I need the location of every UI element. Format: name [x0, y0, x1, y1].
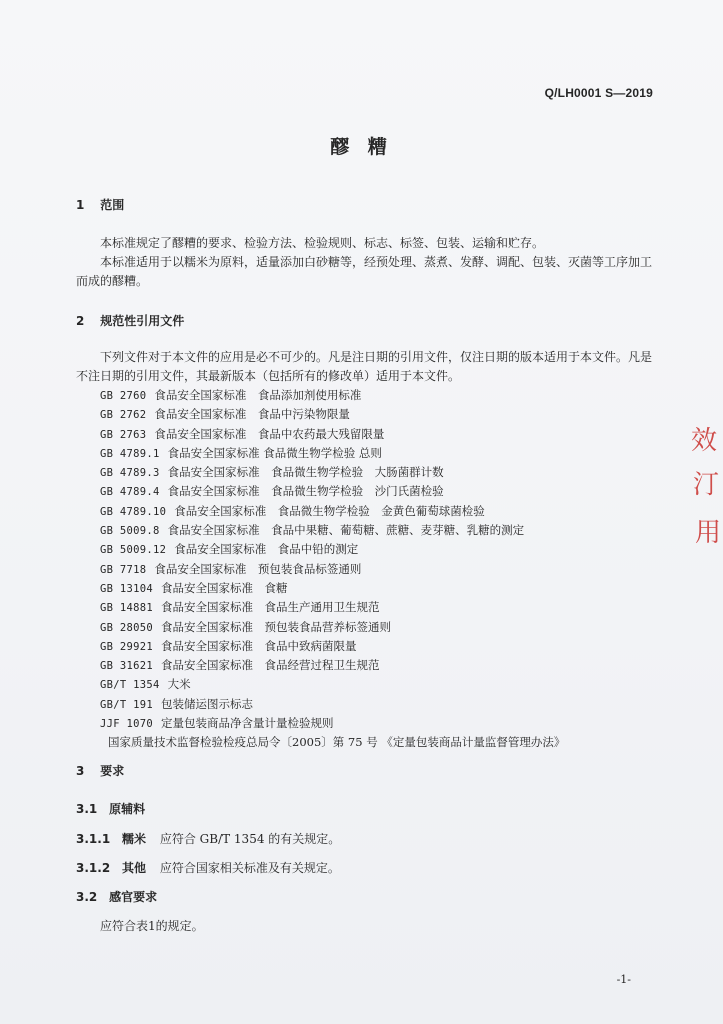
document-title: 醪 糟	[330, 136, 393, 158]
reference-code: GB/T 1354	[100, 679, 160, 692]
reference-item	[100, 463, 565, 482]
reference-item	[100, 405, 565, 424]
subsection-3-2-text: 应符合表1的规定。	[100, 919, 204, 933]
section-number: 3	[76, 764, 85, 778]
reference-title: 大米	[167, 677, 191, 692]
seal-stamp: 效 汀 用	[691, 426, 722, 548]
section-3-heading	[76, 762, 124, 779]
reference-title: 包装储运图示标志	[160, 696, 253, 711]
reference-item	[100, 579, 565, 598]
reference-item	[100, 482, 565, 501]
reference-title: 食品安全国家标准 食品中污染物限量	[154, 407, 350, 422]
reference-code: GB 2763	[100, 428, 147, 441]
section-number: 1	[76, 198, 85, 212]
clause-keyword: 其他	[122, 861, 147, 875]
subsection-number: 3.2	[76, 890, 98, 904]
reference-item	[100, 695, 565, 714]
reference-code: GB 5009.12	[100, 544, 167, 557]
reference-title: 食品安全国家标准 预包装食品标签通则	[154, 561, 362, 576]
reference-code: GB 4789.3	[100, 467, 160, 480]
reference-code: GB 2762	[100, 409, 147, 422]
reference-title: 食品安全国家标准 食品添加剂使用标准	[154, 388, 362, 402]
standard-number: Q/LH0001 S—2019	[544, 86, 653, 100]
reference-code: GB 5009.8	[100, 525, 160, 538]
reference-item	[100, 540, 565, 559]
clause-3-1-2	[76, 859, 340, 876]
reference-code: GB 13104	[100, 582, 153, 595]
reference-item	[100, 521, 565, 540]
reference-item	[100, 714, 565, 733]
reference-list	[100, 386, 565, 753]
reference-item	[100, 386, 565, 405]
reference-title: 食品安全国家标准 食品中致病菌限量	[160, 638, 357, 653]
reference-title: 国家质量技术监督检验检疫总局令〔2005〕第 75 号 《定量包装商品计量监督管理办法》	[108, 735, 566, 750]
reference-code: GB 2760	[100, 390, 147, 402]
reference-code: GB 28050	[100, 621, 153, 634]
reference-title: 食品安全国家标准 食品中铅的测定	[174, 542, 359, 557]
reference-item	[100, 656, 565, 675]
section-2-heading	[76, 312, 184, 329]
reference-code: GB/T 191	[100, 698, 153, 711]
reference-item	[100, 637, 565, 656]
reference-item	[100, 425, 565, 444]
page-number: -1-	[616, 973, 631, 986]
reference-code: GB 4789.10	[100, 505, 167, 518]
reference-title: 食品安全国家标准 食品中农药最大残留限量	[154, 426, 385, 441]
subsection-title: 原辅料	[109, 802, 146, 816]
reference-item	[100, 675, 565, 694]
reference-code: GB 4789.4	[100, 486, 160, 499]
reference-item	[100, 618, 565, 637]
reference-code: GB 4789.1	[100, 447, 160, 460]
reference-item	[100, 733, 565, 752]
reference-title: 食品安全国家标准 预包装食品营养标签通则	[160, 619, 391, 634]
reference-code: GB 14881	[100, 602, 153, 615]
reference-code: GB 29921	[100, 640, 153, 653]
reference-title: 食品安全国家标准 食品经营过程卫生规范	[160, 658, 380, 673]
clause-3-1-1	[76, 830, 340, 847]
section-title: 范围	[100, 198, 125, 212]
clause-keyword: 糯米	[122, 832, 147, 846]
reference-title: 食品安全国家标准 食品微生物学检验 金黄色葡萄球菌检验	[174, 503, 485, 518]
reference-title: 定量包装商品净含量计量检验规则	[160, 716, 334, 731]
clause-text: 应符合国家相关标准及有关规定。	[159, 861, 340, 875]
subsection-3-2-heading	[76, 888, 157, 905]
clause-number: 3.1.1	[76, 832, 111, 846]
section-1-heading	[76, 196, 124, 213]
clause-number: 3.1.2	[76, 861, 111, 875]
reference-item	[100, 560, 565, 579]
reference-code: GB 7718	[100, 563, 147, 576]
subsection-number: 3.1	[76, 802, 98, 816]
reference-title: 食品安全国家标准 食品中果糖、葡萄糖、蔗糖、麦芽糖、乳糖的测定	[167, 523, 525, 538]
reference-item	[100, 598, 565, 617]
reference-code: GB 31621	[100, 660, 153, 673]
section-1-paragraph-1: 本标准规定了醪糟的要求、检验方法、检验规则、标志、标签、包装、运输和贮存。	[100, 236, 545, 250]
subsection-3-1-heading	[76, 800, 145, 817]
section-number: 2	[76, 314, 85, 328]
section-1-paragraph-2: 本标准适用于以糯米为原料，适量添加白砂糖等，经预处理、蒸煮、发酵、调配、包装、灭菌等工序加工而成的醪糟。	[76, 255, 653, 288]
clause-text: 应符合 GB/T 1354 的有关规定。	[159, 832, 341, 846]
reference-title: 食品安全国家标准 食品微生物学检验 大肠菌群计数	[167, 465, 444, 480]
reference-code: JJF 1070	[100, 718, 153, 731]
subsection-title: 感官要求	[109, 890, 158, 904]
reference-item	[100, 444, 565, 463]
section-2-intro: 下列文件对于本文件的应用是必不可少的。凡是注日期的引用文件，仅注日期的版本适用于本文件。凡是不注日期的引用文件，其最新版本（包括所有的修改单）适用于本文件。	[76, 350, 653, 383]
section-title: 要求	[100, 764, 125, 778]
reference-title: 食品安全国家标准 食糖	[160, 580, 288, 595]
reference-title: 食品安全国家标准 食品微生物学检验 沙门氏菌检验	[167, 484, 444, 499]
reference-title: 食品安全国家标准 食品生产通用卫生规范	[160, 600, 380, 615]
reference-title: 食品安全国家标准 食品微生物学检验 总则	[167, 445, 382, 460]
section-title: 规范性引用文件	[100, 314, 185, 328]
reference-item	[100, 502, 565, 521]
